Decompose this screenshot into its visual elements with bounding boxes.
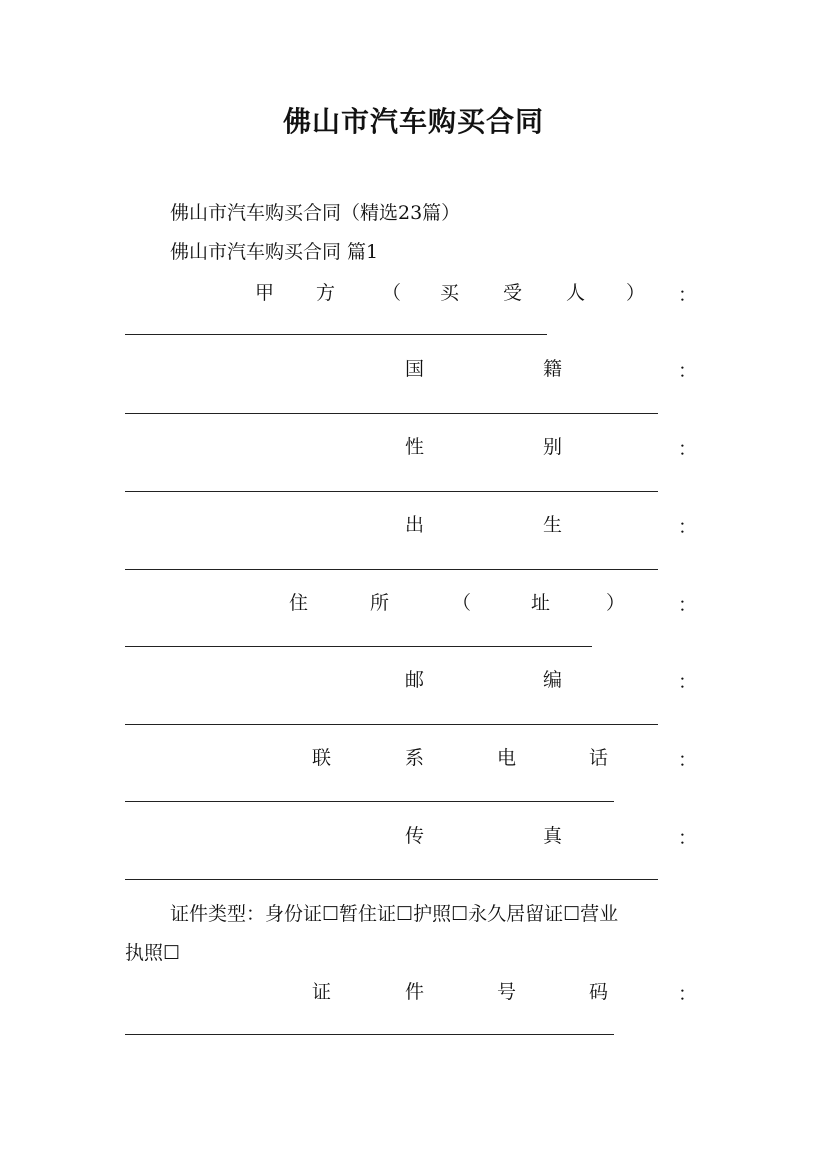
- party-a-colon: ：: [678, 284, 698, 306]
- address-blank: [125, 646, 592, 647]
- id-types-line-2: 执照☐: [125, 942, 181, 964]
- postcode-colon: ：: [678, 671, 698, 693]
- party-a-blank: [125, 334, 547, 335]
- address-colon: ：: [678, 594, 698, 616]
- postcode-blank: [125, 724, 658, 725]
- nationality-colon: ：: [678, 360, 698, 382]
- fax-colon: ：: [678, 827, 698, 849]
- phone-colon: ：: [678, 749, 698, 771]
- gender-blank: [125, 491, 658, 492]
- fax-blank: [125, 879, 658, 880]
- id-number-blank: [125, 1034, 614, 1035]
- birth-colon: ：: [678, 516, 698, 538]
- document-subtitle: 佛山市汽车购买合同（精选23篇）: [170, 202, 461, 224]
- birth-blank: [125, 569, 658, 570]
- section-heading: 佛山市汽车购买合同 篇1: [170, 241, 379, 263]
- gender-colon: ：: [678, 438, 698, 460]
- phone-blank: [125, 801, 614, 802]
- document-title: 佛山市汽车购买合同: [282, 105, 544, 138]
- id-types-line-1: 证件类型：身份证☐暂住证☐护照☐永久居留证☐营业: [170, 903, 619, 925]
- id-number-colon: ：: [678, 983, 698, 1005]
- nationality-blank: [125, 413, 658, 414]
